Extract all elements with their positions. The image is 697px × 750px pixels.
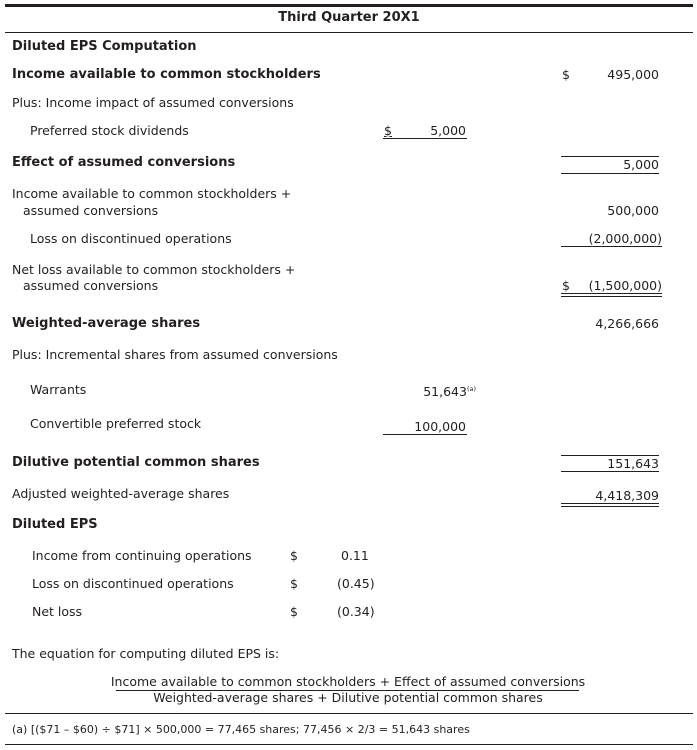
footnote-marker: (a) <box>466 384 476 393</box>
adjusted-weighted-double-rule-2 <box>561 506 659 507</box>
warrants-value-wrap <box>383 384 476 400</box>
income-available-dollar: $ <box>562 67 570 82</box>
eps-row-dollar: $ <box>290 604 298 619</box>
net-loss-available-dollar: $ <box>562 278 570 293</box>
net-loss-available-value: (1,500,000) <box>588 278 662 293</box>
net-loss-available-line2: assumed conversions <box>23 278 159 293</box>
adjusted-weighted-double-rule-1 <box>561 503 659 504</box>
footnote-text: (a) [($71 – $60) ÷ $71] × 500,000 = 77,465 shares; 77,456 × 2/3 = 51,643 shares <box>12 723 470 736</box>
warrants-value: 51,643 <box>423 384 467 399</box>
dilutive-potential-underline <box>561 471 659 472</box>
income-plus-conversions-line1: Income available to common stockholders + <box>12 186 292 201</box>
eps-row-label: Loss on discontinued operations <box>32 576 234 591</box>
income-plus-conversions-line2: assumed conversions <box>23 203 159 218</box>
eps-row-dollar: $ <box>290 548 298 563</box>
adjusted-weighted-value: 4,418,309 <box>595 488 659 503</box>
effect-assumed-underline <box>561 173 659 174</box>
eps-row-value: 0.11 <box>341 548 369 563</box>
footnote-rule <box>5 713 693 714</box>
convertible-preferred-label: Convertible preferred stock <box>30 416 202 431</box>
equation-intro: The equation for computing diluted EPS is: <box>12 646 280 661</box>
equation-denominator: Weighted-average shares + Dilutive potential common shares <box>153 690 543 705</box>
preferred-dividends-label: Preferred stock dividends <box>30 123 189 138</box>
income-plus-conversions-value: 500,000 <box>607 203 659 218</box>
income-available-value: 495,000 <box>607 67 659 82</box>
bottom-rule <box>5 744 693 745</box>
section-heading-diluted-eps: Diluted EPS <box>12 517 98 532</box>
section-heading-computation: Diluted EPS Computation <box>12 39 197 54</box>
effect-assumed-label: Effect of assumed conversions <box>12 155 236 170</box>
dilutive-potential-label: Dilutive potential common shares <box>12 455 260 470</box>
warrants-label: Warrants <box>30 382 87 397</box>
eps-row-value: (0.45) <box>337 576 375 591</box>
preferred-dividends-value: 5,000 <box>430 123 466 138</box>
top-rule <box>5 4 693 7</box>
table-title: Third Quarter 20X1 <box>278 10 420 25</box>
loss-discontinued-label: Loss on discontinued operations <box>30 231 232 246</box>
eps-row-label: Net loss <box>32 604 83 619</box>
income-available-label: Income available to common stockholders <box>12 67 321 82</box>
preferred-dividends-dollar: $ <box>384 123 392 138</box>
eps-row-value: (0.34) <box>337 604 375 619</box>
equation-numerator: Income available to common stockholders + Effect of assumed conversions <box>110 674 586 689</box>
effect-assumed-value: 5,000 <box>623 157 659 172</box>
plus-income-impact-label: Plus: Income impact of assumed conversions <box>12 95 294 110</box>
convertible-preferred-value: 100,000 <box>414 419 466 434</box>
preferred-dividends-underline <box>383 138 467 139</box>
plus-incremental-label: Plus: Incremental shares from assumed conversions <box>12 347 338 362</box>
weighted-average-value: 4,266,666 <box>595 316 659 331</box>
net-loss-available-double-rule-2 <box>561 296 662 297</box>
weighted-average-label: Weighted-average shares <box>12 316 201 331</box>
convertible-preferred-underline <box>383 434 467 435</box>
dilutive-potential-value: 151,643 <box>607 456 659 471</box>
eps-row-label: Income from continuing operations <box>32 548 252 563</box>
net-loss-available-line1: Net loss available to common stockholders + <box>12 262 296 277</box>
loss-discontinued-underline <box>561 246 662 247</box>
adjusted-weighted-label: Adjusted weighted-average shares <box>12 486 230 501</box>
eps-row-dollar: $ <box>290 576 298 591</box>
header-rule <box>5 32 693 33</box>
loss-discontinued-value: (2,000,000) <box>588 231 662 246</box>
net-loss-available-double-rule-1 <box>561 293 662 294</box>
